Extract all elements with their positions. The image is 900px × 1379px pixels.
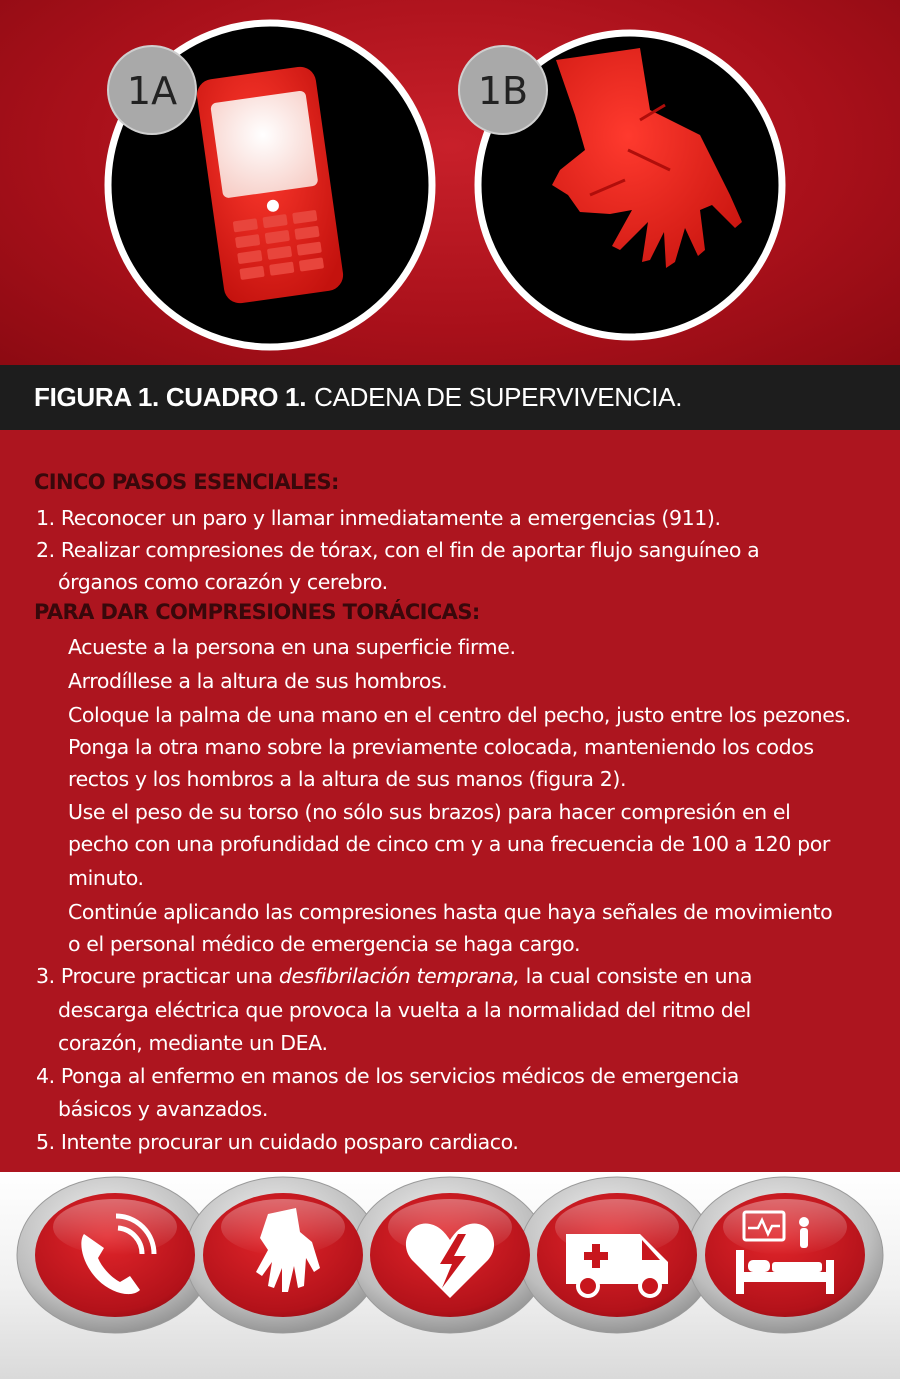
top-illustration	[0, 0, 900, 365]
step-3-text-end: la cual consiste en una	[519, 964, 752, 988]
compression-step-4-line-2: rectos y los hombros a la altura de sus manos (figura 2).	[68, 767, 627, 791]
chain-of-survival-strip	[0, 1172, 900, 1379]
step-1: 1. Reconocer un paro y llamar inmediatamente a emergencias (911).	[36, 506, 721, 530]
phone-medallion	[108, 23, 432, 347]
figure-title-text: CADENA DE SUPERVIVENCIA.	[314, 382, 683, 412]
step-4-line-2: básicos y avanzados.	[58, 1097, 268, 1121]
compression-step-1: Acueste a la persona en una superficie firme.	[68, 635, 516, 659]
cpr-medallion	[459, 33, 782, 337]
step-4-line-1: 4. Ponga al enfermo en manos de los servicios médicos de emergencia	[36, 1064, 739, 1088]
step-3-emphasis: desfibrilación temprana,	[278, 964, 520, 988]
step-3-line-1	[36, 964, 752, 988]
compression-step-6-line-2: o el personal médico de emergencia se haga cargo.	[68, 932, 581, 956]
step-3-line-3: corazón, mediante un DEA.	[58, 1031, 328, 1055]
step-5: 5. Intente procurar un cuidado posparo cardiaco.	[36, 1130, 519, 1154]
step-2-line-1: 2. Realizar compresiones de tórax, con el fin de aportar flujo sanguíneo a	[36, 538, 760, 562]
body-text	[0, 430, 900, 1172]
step-3-text-start: 3. Procure practicar una	[36, 964, 279, 988]
step-2-line-2: órganos como corazón y cerebro.	[58, 570, 388, 594]
badge-1b-label: 1B	[477, 69, 529, 113]
section-heading-compressions: PARA DAR COMPRESIONES TORÁCICAS:	[34, 600, 480, 624]
compression-step-2: Arrodíllese a la altura de sus hombros.	[68, 669, 448, 693]
compression-step-5-line-3: minuto.	[68, 866, 144, 890]
compression-step-5-line-1: Use el peso de su torso (no sólo sus brazos) para hacer compresión en el	[68, 800, 791, 824]
compression-step-3: Coloque la palma de una mano en el centro del pecho, justo entre los pezones.	[68, 703, 851, 727]
step-3-line-2: descarga eléctrica que provoca la vuelta a la normalidad del ritmo del	[58, 998, 751, 1022]
figure-title-bold: FIGURA 1. CUADRO 1.	[34, 382, 307, 412]
section-heading-steps: CINCO PASOS ESENCIALES:	[34, 470, 339, 494]
compression-step-6-line-1: Continúe aplicando las compresiones hasta que haya señales de movimiento	[68, 900, 833, 924]
badge-1b	[459, 46, 547, 134]
badge-1a-label: 1A	[126, 69, 178, 113]
figure-title-bar	[0, 365, 900, 430]
compression-step-4-line-1: Ponga la otra mano sobre la previamente colocada, manteniendo los codos	[68, 735, 814, 759]
compression-step-5-line-2: pecho con una profundidad de cinco cm y a una frecuencia de 100 a 120 por	[68, 832, 830, 856]
badge-1a	[108, 46, 196, 134]
